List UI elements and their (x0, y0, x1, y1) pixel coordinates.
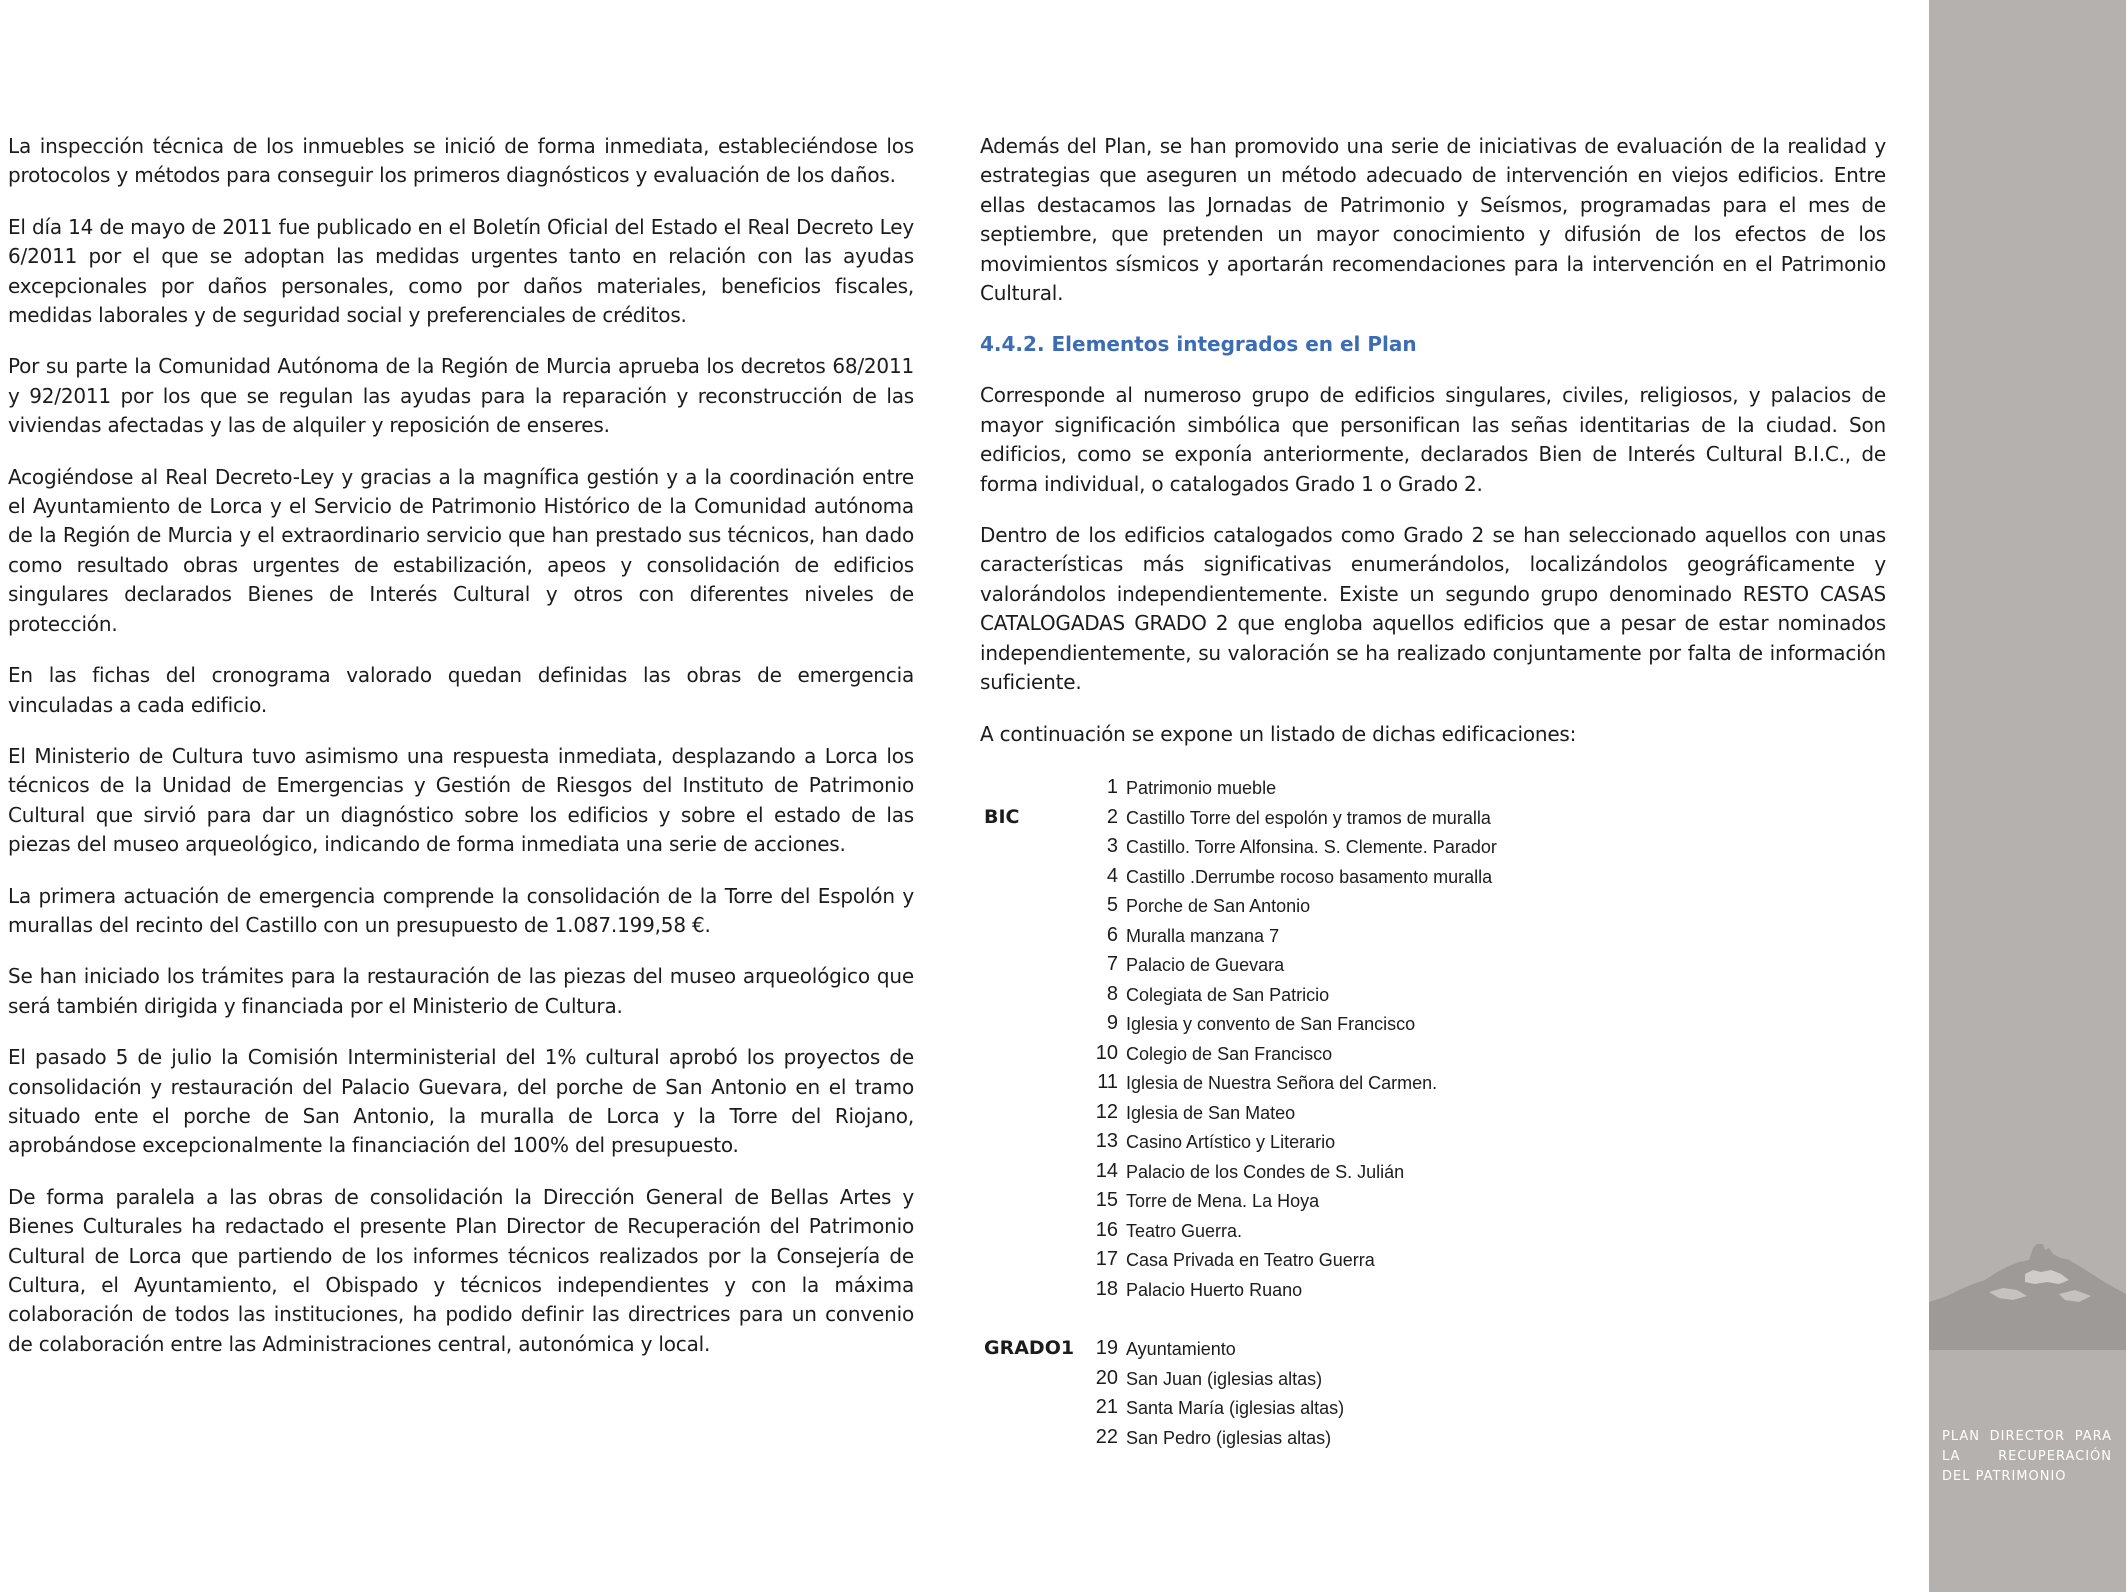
paragraph: En las fichas del cronograma valorado quedan definidas las obras de emergencia vinculadas a cada edificio. (8, 663, 914, 717)
list-item (984, 773, 1684, 803)
list-item (984, 1423, 1684, 1453)
item-number: 21 (1095, 1396, 1118, 1418)
list-item (984, 862, 1684, 892)
buildings-list (984, 773, 1684, 1452)
paragraph: El Ministerio de Cultura tuvo asimismo una respuesta inmediata, desplazando a Lorca los técnicos de la Unidad de Emergencias y Gestión de Riesgos del Instituto de Patrimonio Cultural que sirvió para dar un diagnóstico sobre los edificios y sobre el estado de las piezas del museo arqueológico, indicando de forma inmediata una serie de acciones. (8, 743, 914, 857)
paragraph: A continuación se expone un listado de dichas edificaciones: (980, 721, 1577, 746)
list-item (984, 1393, 1684, 1423)
list-item (984, 1039, 1684, 1069)
item-name: San Pedro (iglesias altas) (1126, 1427, 1332, 1448)
list-item (984, 1127, 1684, 1157)
item-number: 16 (1095, 1218, 1118, 1241)
list-item (984, 1275, 1684, 1305)
left-column (8, 132, 914, 1381)
list-item (984, 1157, 1684, 1187)
paragraph: El pasado 5 de julio la Comisión Interministerial del 1% cultural aprobó los proyectos de consolidación y restauración del Palacio Guevara, del porche de San Antonio en el tramo situado ente el porche de San Antonio, la muralla de Lorca y la Torre del Riojano, aprobándose excepcionalmente la financiación del 100% del presupuesto. (8, 1045, 914, 1158)
list-item (984, 921, 1684, 951)
item-number: 12 (1095, 1100, 1118, 1123)
item-number: 22 (1095, 1425, 1118, 1448)
group-label: BIC (984, 805, 1020, 828)
item-name: Iglesia de San Mateo (1126, 1102, 1296, 1123)
paragraph: De forma paralela a las obras de consolidación la Dirección General de Bellas Artes y Bienes Culturales ha redactado el presente Plan Director de Recuperación del Patrimonio Cultural de Lorca que partiendo de los informes técnicos realizados por la Consejería de Cultura, el Ayuntamiento, el Obispado y técnicos independientes y con la máxima colaboración de todos las instituciones, ha podido definir las directrices para un convenio de colaboración entre las Administraciones central, autonómica y local. (8, 1184, 914, 1356)
item-name: Palacio de Guevara (1126, 955, 1285, 975)
list-item (984, 1216, 1684, 1246)
item-name: Ayuntamiento (1126, 1339, 1236, 1359)
paragraph: Corresponde al numeroso grupo de edificios singulares, civiles, religiosos, y palacios de mayor significación simbólica que personifican las señas identitarias de la ciudad. Son edificios, como se exponía anteriormente, declarados Bien de Interés Cultural B.I.C., de forma individual, o catalogados Grado 1 o Grado 2. (980, 383, 1886, 496)
right-column (980, 132, 1886, 771)
item-name: Casino Artístico y Literario (1126, 1132, 1336, 1152)
sidebar (1929, 0, 2126, 1592)
item-number: 20 (1095, 1366, 1118, 1389)
intro-paragraph: Además del Plan, se han promovido una serie de iniciativas de evaluación de la realidad y estrategias que aseguren un método adecuado de intervención en viejos edificios. Entre ellas destacamos las Jornadas de Patrimonio y Seísmos, programadas para el mes de septiembre, que pretenden un mayor conocimiento y difusión de los efectos de los movimientos sísmicos y aportarán recomendaciones para la intervención en el Patrimonio Cultural. (980, 134, 1886, 306)
item-name: Palacio de los Condes de S. Julián (1126, 1161, 1405, 1182)
item-number: 4 (1106, 864, 1118, 887)
paragraph: Dentro de los edificios catalogados como Grado 2 se han seleccionado aquellos con unas características más significativas enumerándolos, localizándolos geográficamente y valorándolos independientemente. Existe un segundo grupo denominado RESTO CASAS CATALOGADAS GRADO 2 que engloba aquellos edificios que a pesar de estar nominados independientemente, su valoración se ha realizado conjuntamente por falta de información suficiente. (980, 523, 1886, 695)
item-number: 13 (1095, 1130, 1118, 1152)
item-name: Castillo .Derrumbe rocoso basamento muralla (1126, 866, 1493, 887)
list-item (984, 1364, 1684, 1394)
item-number: 8 (1106, 982, 1118, 1005)
list-item (984, 1009, 1684, 1039)
item-name: Muralla manzana 7 (1126, 925, 1280, 946)
paragraph: Acogiéndose al Real Decreto-Ley y gracias a la magnífica gestión y a la coordinación entre el Ayuntamiento de Lorca y el Servicio de Patrimonio Histórico de la Comunidad autónoma de la Región de Murcia y el extraordinario servicio que han prestado sus técnicos, han dado como resultado obras urgentes de estabilización, apeos y consolidación de edificios singulares declarados Bienes de Interés Cultural y otros con diferentes niveles de protección. (8, 464, 914, 636)
list-item (984, 832, 1684, 862)
list-item (984, 1334, 1684, 1364)
item-number: 1 (1106, 776, 1118, 798)
list-item (984, 803, 1684, 833)
list-item (984, 1186, 1684, 1216)
item-name: Colegio de San Francisco (1126, 1043, 1333, 1064)
paragraph: La inspección técnica de los inmuebles se inició de forma inmediata, estableciéndose los protocolos y métodos para conseguir los primeros diagnósticos y evaluación de los daños. (8, 134, 914, 188)
item-name: Colegiata de San Patricio (1126, 984, 1330, 1005)
item-number: 11 (1097, 1071, 1118, 1093)
list-item (984, 1068, 1684, 1098)
item-number: 17 (1095, 1248, 1118, 1270)
list-item (984, 891, 1684, 921)
item-name: Patrimonio mueble (1126, 778, 1277, 798)
list-item (984, 1098, 1684, 1128)
item-number: 18 (1095, 1277, 1118, 1300)
item-name: Torre de Mena. La Hoya (1126, 1191, 1320, 1211)
item-name: Teatro Guerra. (1126, 1220, 1243, 1241)
item-number: 7 (1106, 953, 1118, 975)
paragraph: La primera actuación de emergencia comprende la consolidación de la Torre del Espolón y murallas del recinto del Castillo con un presupuesto de 1.087.199,58 €. (8, 883, 914, 937)
item-name: Porche de San Antonio (1126, 896, 1311, 916)
paragraph: Se han iniciado los trámites para la restauración de las piezas del museo arqueológico que será también dirigida y financiada por el Ministerio de Cultura. (8, 964, 914, 1018)
section-heading: 4.4.2. Elementos integrados en el Plan (980, 332, 1417, 357)
castle-hill-silhouette-icon (1929, 1240, 2126, 1350)
item-number: 5 (1106, 894, 1118, 916)
item-number: 15 (1095, 1189, 1118, 1211)
item-name: Santa María (iglesias altas) (1126, 1398, 1345, 1418)
group-label: GRADO1 (984, 1337, 1075, 1359)
sidebar-title: PLAN DIRECTOR PARA LA RECUPERACIÓN DEL PATRIMONIO (1942, 1429, 2112, 1484)
item-number: 19 (1095, 1337, 1118, 1359)
list-spacer (984, 1304, 1684, 1334)
item-number: 6 (1106, 923, 1118, 946)
list-item (984, 950, 1684, 980)
item-name: Casa Privada en Teatro Guerra (1126, 1250, 1375, 1270)
item-number: 10 (1095, 1041, 1118, 1064)
list-item (984, 980, 1684, 1010)
item-name: Palacio Huerto Ruano (1126, 1279, 1303, 1300)
paragraph: El día 14 de mayo de 2011 fue publicado en el Boletín Oficial del Estado el Real Decreto Ley 6/2011 por el que se adoptan las medidas urgentes tanto en relación con las ayudas excepcionales por daños personales, como por daños materiales, beneficios fiscales, medidas laborales y de seguridad social y preferenciales de créditos. (8, 214, 914, 328)
item-name: Castillo Torre del espolón y tramos de muralla (1126, 807, 1491, 828)
item-name: Iglesia de Nuestra Señora del Carmen. (1126, 1073, 1438, 1093)
paragraph: Por su parte la Comunidad Autónoma de la Región de Murcia aprueba los decretos 68/2011 y 92/2011 por los que se regulan las ayudas para la reparación y reconstrucción de las viviendas afectadas y las de alquiler y reposición de enseres. (8, 354, 914, 438)
list-item (984, 1245, 1684, 1275)
item-name: Iglesia y convento de San Francisco (1126, 1014, 1416, 1034)
item-name: San Juan (iglesias altas) (1126, 1368, 1323, 1389)
item-number: 3 (1106, 835, 1118, 857)
item-number: 9 (1106, 1012, 1118, 1034)
item-name: Castillo. Torre Alfonsina. S. Clemente. Parador (1126, 837, 1497, 857)
item-number: 14 (1095, 1159, 1118, 1182)
item-number: 2 (1106, 805, 1118, 828)
